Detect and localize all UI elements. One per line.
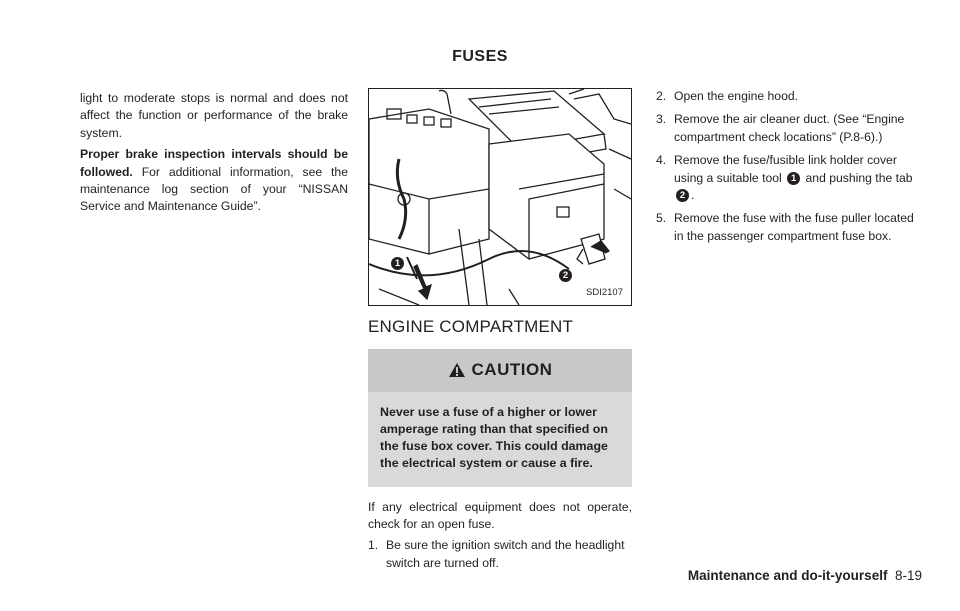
caution-box xyxy=(368,349,632,486)
step-2 xyxy=(656,88,921,105)
step-4-callout-2: 2 xyxy=(676,189,689,202)
step-2-number: 2. xyxy=(656,89,667,103)
engine-compartment-illustration xyxy=(369,89,631,305)
caution-text: Never use a fuse of a higher or lower amperage rating than that specified on the fuse box cover. This could damage the electrical system or cause a fire. xyxy=(380,404,608,471)
step-1-number: 1. xyxy=(368,538,379,553)
left-column xyxy=(80,90,348,220)
step-5 xyxy=(656,210,921,245)
steps-list-continued xyxy=(656,88,921,245)
step-4-text-a: Remove the fuse/fusible link holder cover using a suitable tool xyxy=(674,153,897,185)
section-title: FUSES xyxy=(452,48,508,65)
step-5-number: 5. xyxy=(656,211,667,226)
figure-code: SDI2107 xyxy=(586,286,623,298)
right-column xyxy=(656,88,921,251)
step-4-text-c: . xyxy=(691,188,695,203)
middle-column xyxy=(368,88,632,578)
warning-triangle-icon xyxy=(448,362,466,381)
footer-section-title: Maintenance and do-it-yourself xyxy=(687,568,888,583)
figure-callout-2: 2 xyxy=(559,269,572,282)
step-3-text: Remove the air cleaner duct. (See “Engine compartment check locations” (P.8-6).) xyxy=(674,112,905,144)
step-1-text: Be sure the ignition switch and the headlight switch are turned off. xyxy=(386,538,625,570)
caution-title: CAUTION xyxy=(471,360,553,380)
page-number: 8-19 xyxy=(894,568,922,583)
engine-fuse-figure xyxy=(368,88,632,306)
step-3-number: 3. xyxy=(656,112,667,127)
inspection-rest-text: For additional information, see the maintenance log section of your “NISSAN Service and Maintenance Guide”. xyxy=(80,164,348,214)
inspection-bold-text: Proper brake inspection intervals should be followed. xyxy=(80,147,348,179)
inspection-paragraph xyxy=(80,146,348,216)
step-2-text: Open the engine hood. xyxy=(674,89,799,103)
open-fuse-intro: If any electrical equipment does not operate, check for an open fuse. xyxy=(368,499,632,532)
brake-paragraph: light to moderate stops is normal and does not affect the function or performance of the brake system. xyxy=(80,91,348,140)
step-4 xyxy=(656,152,921,204)
step-4-number: 4. xyxy=(656,153,667,168)
engine-compartment-heading: ENGINE COMPARTMENT xyxy=(368,317,574,336)
step-4-text-b: and pushing the tab xyxy=(802,170,913,185)
step-3 xyxy=(656,111,921,146)
page-footer xyxy=(688,568,922,583)
step-4-callout-1: 1 xyxy=(787,172,800,185)
figure-callout-1: 1 xyxy=(391,257,404,270)
step-5-text: Remove the fuse with the fuse puller located in the passenger compartment fuse box. xyxy=(674,211,914,243)
step-1 xyxy=(368,537,632,572)
steps-list-start xyxy=(368,537,632,572)
caution-header xyxy=(368,349,632,391)
